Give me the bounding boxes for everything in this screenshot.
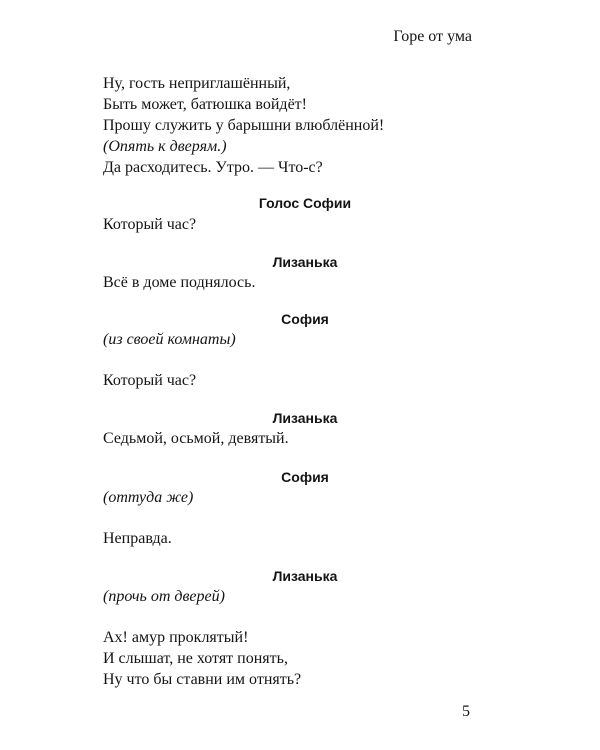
- speech-block: [103, 272, 255, 293]
- stage-direction: (прочь от дверей): [103, 588, 225, 605]
- page-number: 5: [462, 703, 470, 720]
- speech-block: [103, 214, 196, 235]
- speaker-name: Лизанька: [272, 568, 338, 584]
- running-header: Горе от ума: [393, 28, 472, 45]
- verse-line: Прошу служить у барышни влюблённой!: [103, 117, 385, 134]
- speech-block: [103, 487, 193, 508]
- verse-line: Да расходитесь. Утро. — Что-с?: [103, 159, 323, 176]
- speech-block: [103, 627, 301, 690]
- speech-block: [103, 428, 289, 449]
- stage-direction: (Опять к дверям.): [103, 138, 227, 155]
- speaker-name: Лизанька: [272, 410, 338, 426]
- verse-line: Всё в доме поднялось.: [103, 274, 256, 291]
- opening-verse: [103, 73, 384, 178]
- verse-line: Который час?: [103, 372, 197, 389]
- speaker-name: София: [281, 311, 329, 327]
- stage-direction: (оттуда же): [103, 489, 194, 506]
- verse-line: И слышат, не хотят понять,: [103, 650, 288, 667]
- verse-line: Ах! амур проклятый!: [103, 629, 249, 646]
- speech-block: [103, 329, 236, 350]
- speaker-name: Голос Софии: [258, 195, 352, 211]
- speech-block: [103, 370, 196, 391]
- speech-block: [103, 586, 225, 607]
- verse-line: Ну, гость неприглашённый,: [103, 75, 291, 92]
- verse-line: Который час?: [103, 216, 197, 233]
- verse-line: Быть может, батюшка войдёт!: [103, 96, 307, 113]
- speaker-name: София: [281, 469, 329, 485]
- speech-block: [103, 528, 172, 549]
- speaker-name: Лизанька: [272, 254, 338, 270]
- stage-direction: (из своей комнаты): [103, 331, 236, 348]
- verse-line: Седьмой, осьмой, девятый.: [103, 430, 289, 447]
- verse-line: Ну что бы ставни им отнять?: [103, 671, 302, 688]
- verse-line: Неправда.: [103, 530, 172, 547]
